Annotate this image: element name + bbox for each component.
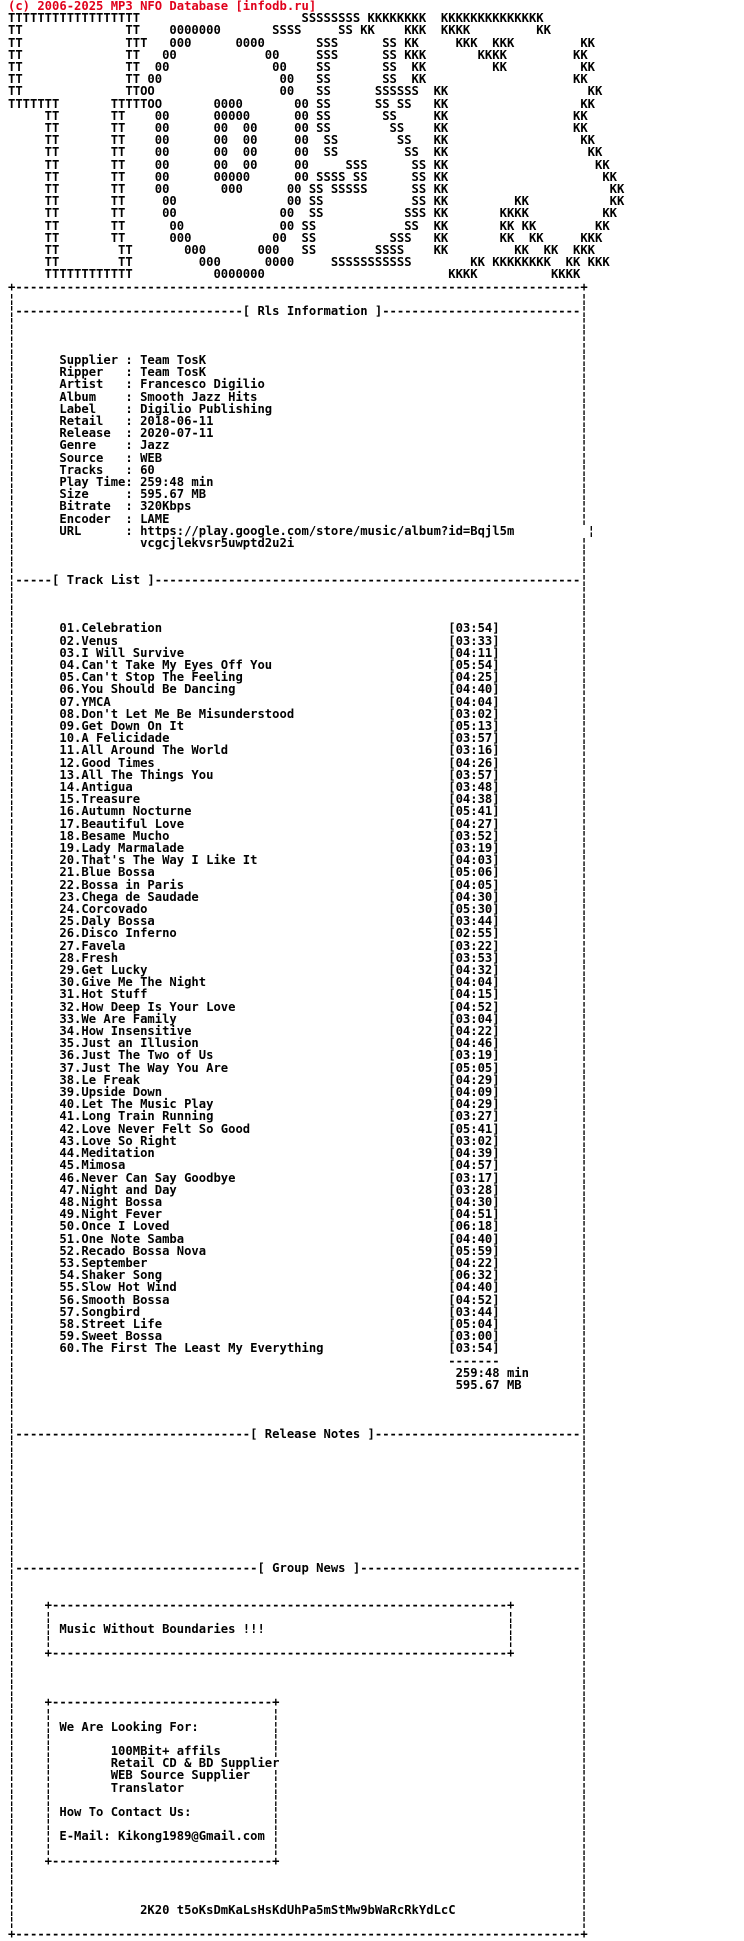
copyright-header: (c) 2006-2025 MP3 NFO Database [infodb.ru] xyxy=(8,0,317,13)
nfo-body-text: TTTTTTTTTTTTTTTTTT SSSSSSSS KKKKKKKK KKKKKKKKKKKKKK TT TT 0000000 SSSS SS KK KKK KKKK KK TT TTT 000 0000 SSS SS KK KKK KKK KK TT TT 00 00 SSS SS KKK KKKK KK TT TT 00 00 SS SS KK KK KK TT TT 00 00 SS SS KK KK TT TTOO 00 SS SSSSSS KK KK TTTTTTT TTTTTOO 0000 00 SS SS SS KK KK TT TT 00 00000 00 SS SS KK KK TT TT 00 00 00 00 SS SS KK KK TT TT 00 00 00 00 SS SS KK KK TT TT 00 00 00 00 SS SS KK KK TT TT 00 00 00 00 SSS SS KK KK TT TT 00 00000 00 SSSS SS SS KK KK TT TT 00 000 00 SS SSSSS SS KK KK TT TT 00 00 SS SS KK KK KK TT TT 00 00 SS SSS KK KKKK KK TT TT 00 00 SS SS KK KK KK KK TT TT 000 00 SS SSS KK KK KK KKK TT TT 000 000 SS SSSS KK KK KK KKK TT TT 000 0000 SSSSSSSSSSS KK KKKKKKKK KK KKK TTTTTTTTTTTT 0000000 KKKK KKKK +-----------------------------------------------------------------------------+ ¦ ¦ ¦-------------------------------[ Rls Information ]---------------------------¦ ¦ ¦ ¦ ¦ ¦ ¦ ¦ Supplier : Team TosK ¦ ¦ Ripper : Team TosK ¦ ¦ Artist : Francesco Digilio ¦ ¦ Album : Smooth Jazz Hits ¦ ¦ Label : Digilio Publishing ¦ ¦ Retail : 2018-06-11 ¦ ¦ Release : 2020-07-11 ¦ ¦ Genre : Jazz ¦ ¦ Source : WEB ¦ ¦ Tracks : 60 ¦ ¦ Play Time: 259:48 min ¦ ¦ Size : 595.67 MB ¦ ¦ Bitrate : 320Kbps ¦ ¦ Encoder : LAME ¦ ¦ URL : https://play.google.com/store/music/album?id=Bqjl5m ¦ ¦ vcgcjlekvsr5uwptd2u2i ¦ ¦ ¦ ¦ ¦ ¦-----[ Track List ]----------------------------------------------------------¦ ¦ ¦ ¦ ¦ ¦ ¦ ¦ 01.Celebration [03:54] ¦ ¦ 02.Venus [03:33] ¦ ¦ 03.I Will Survive [04:11] ¦ ¦ 04.Can't Take My Eyes Off You [05:54] ¦ ¦ 05.Can't Stop The Feeling [04:25] ¦ ¦ 06.You Should Be Dancing [04:40] ¦ ¦ 07.YMCA [04:04] ¦ ¦ 08.Don't Let Me Be Misunderstood [03:02] ¦ ¦ 09.Get Down On It [05:13] ¦ ¦ 10.A Felicidade [03:57] ¦ ¦ 11.All Around The World [03:16] ¦ ¦ 12.Good Times [04:26] ¦ ¦ 13.All The Things You [03:57] ¦ ¦ 14.Antigua [03:48] ¦ ¦ 15.Treasure [04:38] ¦ ¦ 16.Autumn Nocturne [05:41] ¦ ¦ 17.Beautiful Love [04:27] ¦ ¦ 18.Besame Mucho [03:52] ¦ ¦ 19.Lady Marmalade [03:19] ¦ ¦ 20.That's The Way I Like It [04:03] ¦ ¦ 21.Blue Bossa [05:06] ¦ ¦ 22.Bossa in Paris [04:05] ¦ ¦ 23.Chega de Saudade [04:30] ¦ ¦ 24.Corcovado [05:30] ¦ ¦ 25.Daly Bossa [03:44] ¦ ¦ 26.Disco Inferno [02:55] ¦ ¦ 27.Favela [03:22] ¦ ¦ 28.Fresh [03:53] ¦ ¦ 29.Get Lucky [04:32] ¦ ¦ 30.Give Me The Night [04:04] ¦ ¦ 31.Hot Stuff [04:15] ¦ ¦ 32.How Deep Is Your Love [04:52] ¦ ¦ 33.We Are Family [03:04] ¦ ¦ 34.How Insensitive [04:22] ¦ ¦ 35.Just an Illusion [04:46] ¦ ¦ 36.Just The Two of Us [03:19] ¦ ¦ 37.Just The Way You Are [05:05] ¦ ¦ 38.Le Freak [04:29] ¦ ¦ 39.Upside Down [04:09] ¦ ¦ 40.Let The Music Play [04:29] ¦ ¦ 41.Long Train Running [03:27] ¦ ¦ 42.Love Never Felt So Good [05:41] ¦ ¦ 43.Love So Right [03:02] ¦ ¦ 44.Meditation [04:39] ¦ ¦ 45.Mimosa [04:57] ¦ ¦ 46.Never Can Say Goodbye [03:17] ¦ ¦ 47.Night and Day [03:28] ¦ ¦ 48.Night Bossa [04:30] ¦ ¦ 49.Night Fever [04:51] ¦ ¦ 50.Once I Loved [06:18] ¦ ¦ 51.One Note Samba [04:40] ¦ ¦ 52.Recado Bossa Nova [05:59] ¦ ¦ 53.September [04:22] ¦ ¦ 54.Shaker Song [06:32] ¦ ¦ 55.Slow Hot Wind [04:40] ¦ ¦ 56.Smooth Bossa [04:52] ¦ ¦ 57.Songbird [03:44] ¦ ¦ 58.Street Life [05:04] ¦ ¦ 59.Sweet Bossa [03:00] ¦ ¦ 60.The First The Least My Everything [03:54] ¦ ¦ ------- ¦ ¦ 259:48 min ¦ ¦ 595.67 MB ¦ ¦ ¦ ¦ ¦ ¦ ¦ ¦--------------------------------[ Release Notes ]----------------------------¦ ¦ ¦ ¦ ¦ ¦ ¦ ¦ ¦ ¦ ¦ ¦ ¦ ¦ ¦ ¦ ¦ ¦ ¦ ¦ ¦ ¦---------------------------------[ Group News ]------------------------------¦ ¦ ¦ ¦ ¦ ¦ +--------------------------------------------------------------+ ¦ ¦ ¦ ¦ ¦ ¦ ¦ Music Without Boundaries !!! ¦ ¦ ¦ ¦ ¦ ¦ ¦ +--------------------------------------------------------------+ ¦ ¦ ¦ ¦ ¦ ¦ ¦ ¦ +------------------------------+ ¦ ¦ ¦ ¦ ¦ ¦ ¦ We Are Looking For: ¦ ¦ ¦ ¦ ¦ ¦ ¦ ¦ 100MBit+ affils ¦ ¦ ¦ ¦ Retail CD & BD Supplier ¦ ¦ ¦ WEB Source Supplier ¦ ¦ ¦ ¦ Translator ¦ ¦ ¦ ¦ ¦ ¦ ¦ ¦ How To Contact Us: ¦ ¦ ¦ ¦ ¦ ¦ ¦ ¦ E-Mail: Kikong1989@Gmail.com ¦ ¦ ¦ ¦ ¦ ¦ ¦ +------------------------------+ ¦ ¦ ¦ ¦ ¦ ¦ ¦ ¦ 2K20 t5oKsDmKaLsHsKdUhPa5mStMw9bWaRcRkYdLcC ¦ ¦ ¦ +-----------------------------------------------------------------------------+ xyxy=(8,11,625,1941)
nfo-document xyxy=(8,0,624,1940)
